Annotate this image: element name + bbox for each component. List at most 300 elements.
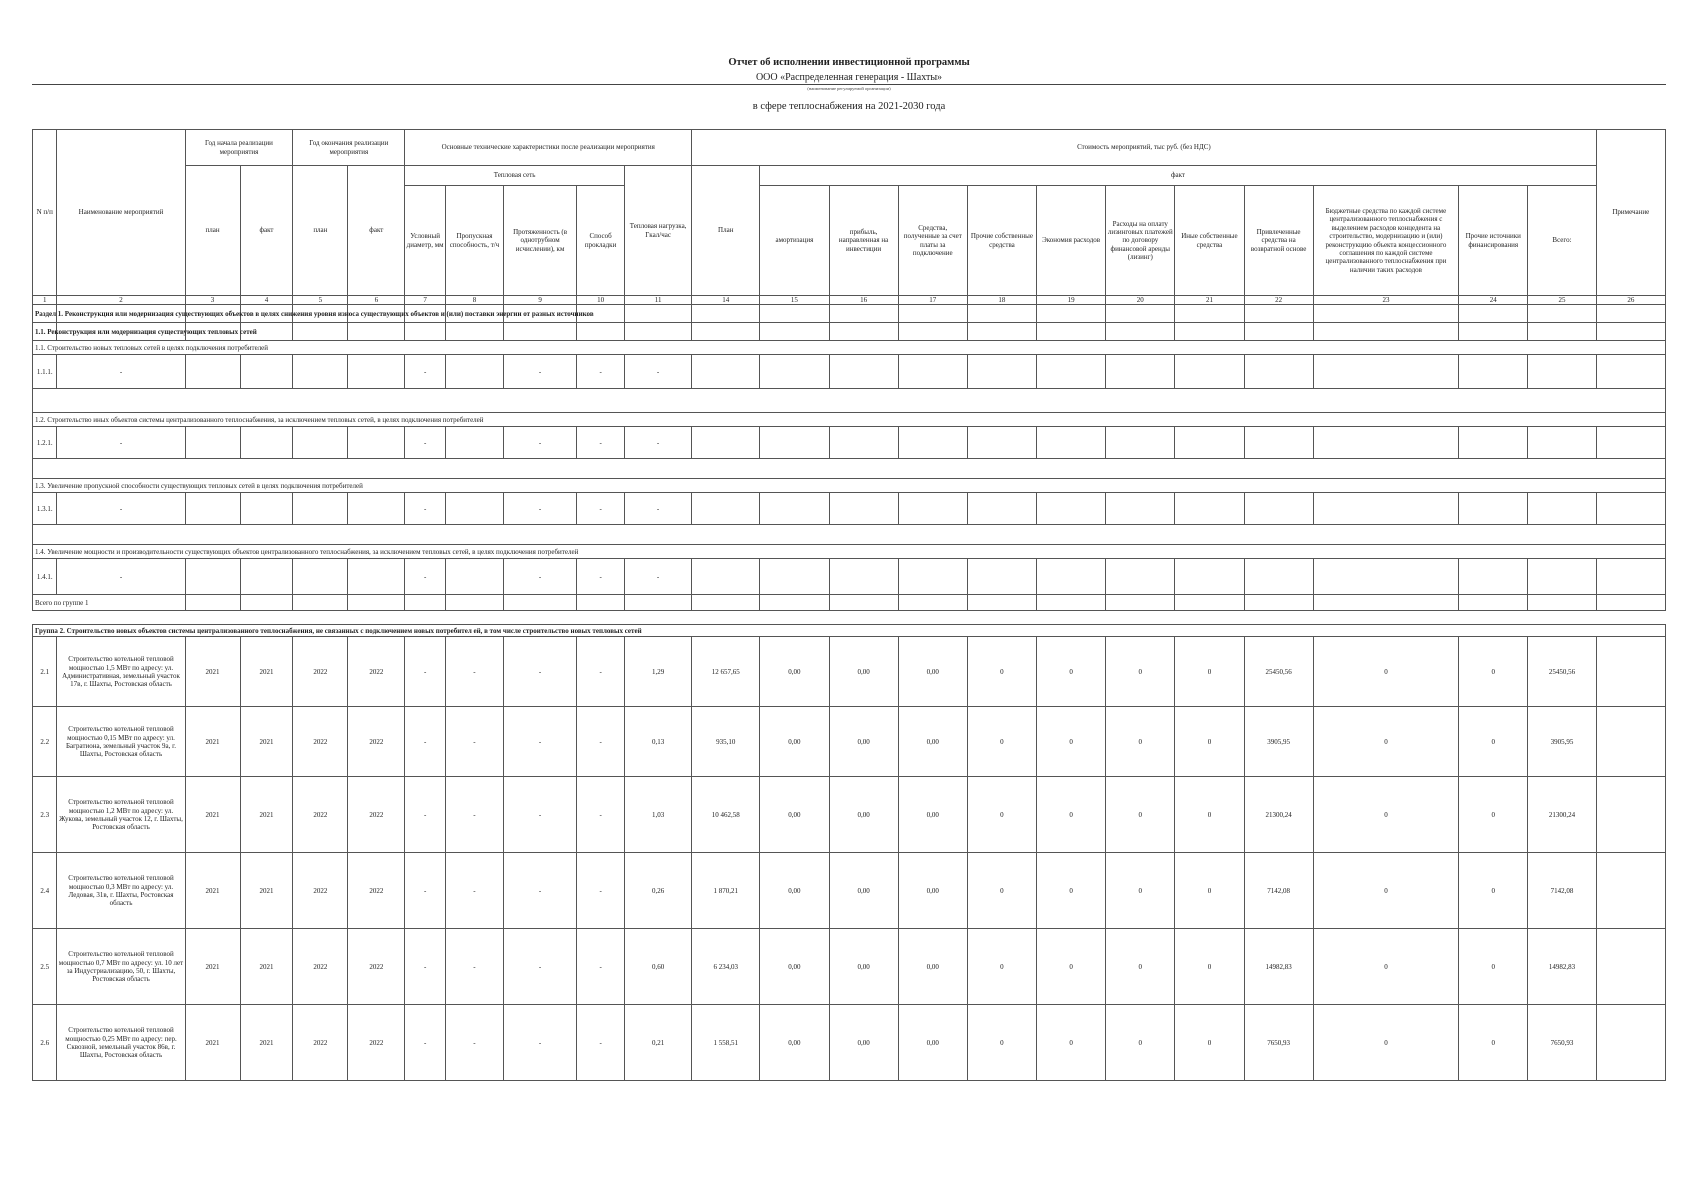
cell-save: 0 (1037, 777, 1106, 853)
dash-cell: - (57, 493, 185, 525)
data-row (33, 707, 1666, 777)
cell-lease: 0 (1106, 707, 1175, 777)
row-number: 1.1.1. (33, 355, 57, 389)
empty-cell (829, 493, 898, 525)
cell-save: 0 (1037, 637, 1106, 707)
cell-profit: 0,00 (829, 777, 898, 853)
empty-cell (829, 559, 898, 595)
cell-lay: - (577, 853, 625, 929)
empty-cell (1037, 305, 1106, 323)
cell-amort: 0,00 (760, 929, 829, 1005)
cell-budget: 0 (1313, 853, 1458, 929)
cell-name: Строительство котельной тепловой мощностью 0,3 МВт по адресу: ул. Ледовая, 31в, г. Шахты, Ростовская область (57, 853, 185, 929)
empty-cell (1596, 323, 1665, 341)
cell-ye-fact: 2022 (348, 1005, 405, 1081)
cell-amort: 0,00 (760, 1005, 829, 1081)
empty-cell (898, 559, 967, 595)
cell-amort: 0,00 (760, 777, 829, 853)
cell-load: 0,13 (625, 707, 692, 777)
empty-cell (1175, 427, 1244, 459)
cell-own-other: 0 (967, 707, 1036, 777)
column-number: 2 (57, 296, 185, 305)
empty-cell (293, 427, 348, 459)
total-group-1-label: Всего по группе 1 (33, 595, 186, 611)
empty-cell (898, 355, 967, 389)
empty-cell (692, 493, 760, 525)
empty-cell (829, 305, 898, 323)
column-numbers-row (33, 296, 1666, 305)
col-header-length: Протяженность (в однотрубном исчислении), км (503, 186, 576, 296)
empty-cell (625, 595, 692, 611)
empty-cell (760, 559, 829, 595)
cell-borrowed: 14982,83 (1244, 929, 1313, 1005)
cell-plan: 1 558,51 (692, 1005, 760, 1081)
cell-lease: 0 (1106, 637, 1175, 707)
col-header-capacity: Пропускная способность, т/ч (445, 186, 503, 296)
empty-cell (445, 355, 503, 389)
dash-cell: - (625, 427, 692, 459)
empty-cell (1175, 559, 1244, 595)
empty-cell (445, 559, 503, 595)
cell-total: 3905,95 (1528, 707, 1596, 777)
cell-load: 0,60 (625, 929, 692, 1005)
subsection-title-row (33, 413, 1666, 427)
column-number: 4 (240, 296, 293, 305)
col-header-num: N п/п (33, 130, 57, 296)
empty-cell (503, 323, 576, 341)
cell-diam: - (405, 777, 446, 853)
empty-cell (692, 559, 760, 595)
organization-name: ООО «Распределенная генерация - Шахты» (755, 72, 943, 83)
cell-load: 0,21 (625, 1005, 692, 1081)
cell-conn: 0,00 (898, 929, 967, 1005)
column-number: 19 (1037, 296, 1106, 305)
empty-cell (348, 595, 405, 611)
empty-cell (240, 355, 293, 389)
cell-ye-fact: 2022 (348, 777, 405, 853)
empty-cell (240, 493, 293, 525)
empty-cell (293, 355, 348, 389)
empty-cell (898, 595, 967, 611)
empty-cell (1313, 559, 1458, 595)
cell-name: Строительство котельной тепловой мощностью 0,15 МВт по адресу: ул. Багратиона, земельный участок 9а, г. Шахты, Ростовская область (57, 707, 185, 777)
data-row (33, 1005, 1666, 1081)
cell-name: Строительство котельной тепловой мощностью 0,25 МВт по адресу: пер. Сквозной, земельный участок 86в, г. Шахты, Ростовская область (57, 1005, 185, 1081)
cell-total: 7650,93 (1528, 1005, 1596, 1081)
subsection-1-1-title-text: 1.1. Реконструкция или модернизация существующих тепловых сетей (33, 323, 57, 341)
cell-amort: 0,00 (760, 637, 829, 707)
cell-profit: 0,00 (829, 929, 898, 1005)
cell-ye-plan: 2022 (293, 853, 348, 929)
empty-cell (1037, 427, 1106, 459)
subsection-data-row (33, 355, 1666, 389)
column-number: 10 (577, 296, 625, 305)
column-number: 15 (760, 296, 829, 305)
column-number: 8 (445, 296, 503, 305)
empty-cell (185, 595, 240, 611)
col-header-connection: Средства, полученные за счет платы за подключение (898, 186, 967, 296)
empty-cell (185, 355, 240, 389)
empty-cell (692, 427, 760, 459)
cell-other: 0 (1459, 929, 1528, 1005)
empty-cell (1528, 305, 1596, 323)
cell-profit: 0,00 (829, 637, 898, 707)
cell-other: 0 (1459, 853, 1528, 929)
empty-cell (692, 305, 760, 323)
col-header-own-other: Прочие собственные средства (967, 186, 1036, 296)
empty-cell (967, 323, 1036, 341)
dash-cell: - (503, 559, 576, 595)
group-2-title-row (33, 625, 1666, 637)
empty-cell (1106, 493, 1175, 525)
header-row-1 (33, 130, 1666, 166)
empty-cell (1596, 427, 1665, 459)
cell-ye-fact: 2022 (348, 853, 405, 929)
cell-note (1596, 637, 1665, 707)
cell-budget: 0 (1313, 1005, 1458, 1081)
empty-cell (348, 355, 405, 389)
empty-cell (1244, 427, 1313, 459)
empty-cell (185, 427, 240, 459)
empty-cell (348, 559, 405, 595)
cell-ye-fact: 2022 (348, 707, 405, 777)
empty-cell (829, 323, 898, 341)
cell-ys-fact: 2021 (240, 929, 293, 1005)
empty-cell (898, 427, 967, 459)
empty-cell (760, 305, 829, 323)
subsection-title-row (33, 479, 1666, 493)
data-row (33, 777, 1666, 853)
empty-cell (1175, 355, 1244, 389)
cell-conn: 0,00 (898, 707, 967, 777)
spacer-cell (33, 525, 1666, 545)
cell-ye-plan: 2022 (293, 1005, 348, 1081)
dash-cell: - (57, 355, 185, 389)
empty-cell (1175, 493, 1244, 525)
cell-borrowed: 21300,24 (1244, 777, 1313, 853)
col-header-other-src: Прочие источники финансирования (1459, 186, 1528, 296)
empty-cell (967, 427, 1036, 459)
cell-ys-fact: 2021 (240, 707, 293, 777)
cell-other: 0 (1459, 637, 1528, 707)
dash-cell: - (625, 559, 692, 595)
cell-total: 21300,24 (1528, 777, 1596, 853)
empty-cell (1528, 595, 1596, 611)
cell-plan: 935,10 (692, 707, 760, 777)
cell-load: 0,26 (625, 853, 692, 929)
column-number: 1 (33, 296, 57, 305)
column-number: 7 (405, 296, 446, 305)
empty-cell (898, 305, 967, 323)
cell-own-new: 0 (1175, 1005, 1244, 1081)
empty-cell (1175, 323, 1244, 341)
cell-total: 14982,83 (1528, 929, 1596, 1005)
cell-len: - (503, 637, 576, 707)
cell-budget: 0 (1313, 637, 1458, 707)
dash-cell: - (577, 355, 625, 389)
cell-cap: - (445, 637, 503, 707)
cell-num: 2.4 (33, 853, 57, 929)
empty-cell (1459, 595, 1528, 611)
empty-cell (1244, 305, 1313, 323)
cell-other: 0 (1459, 707, 1528, 777)
spacer-row (33, 525, 1666, 545)
cell-ys-plan: 2021 (185, 777, 240, 853)
empty-cell (1175, 595, 1244, 611)
dash-cell: - (57, 427, 185, 459)
dash-cell: - (577, 559, 625, 595)
cell-lay: - (577, 929, 625, 1005)
dash-cell: - (503, 427, 576, 459)
col-header-profit: прибыль, направленная на инвестиции (829, 186, 898, 296)
col-header-diameter: Условный диаметр, мм (405, 186, 446, 296)
row-number: 1.4.1. (33, 559, 57, 595)
empty-cell (1313, 305, 1458, 323)
empty-cell (1037, 355, 1106, 389)
col-header-ys-plan: план (185, 166, 240, 296)
col-header-budget: Бюджетные средства по каждой системе централизованного теплоснабжения с выделением расходов концедента на строительство, модернизацию и (или) реконструкцию объекта концессионного соглашения по каждой системе централизованного теплоснабжения при наличии таких расходов (1313, 186, 1458, 296)
cell-own-other: 0 (967, 929, 1036, 1005)
col-header-laying: Способ прокладки (577, 186, 625, 296)
cell-plan: 10 462,58 (692, 777, 760, 853)
cell-lease: 0 (1106, 929, 1175, 1005)
empty-cell (1244, 559, 1313, 595)
dash-cell: - (503, 493, 576, 525)
report-title: Отчет об исполнении инвестиционной программы (728, 57, 970, 68)
spacer-cell (33, 459, 1666, 479)
cell-own-new: 0 (1175, 929, 1244, 1005)
empty-cell (1037, 493, 1106, 525)
cell-note (1596, 777, 1665, 853)
empty-cell (967, 559, 1036, 595)
cell-amort: 0,00 (760, 707, 829, 777)
cell-plan: 6 234,03 (692, 929, 760, 1005)
empty-cell (1528, 323, 1596, 341)
column-number: 26 (1596, 296, 1665, 305)
report-sphere: в сфере теплоснабжения на 2021-2030 года (752, 101, 946, 112)
cell-conn: 0,00 (898, 853, 967, 929)
cell-diam: - (405, 707, 446, 777)
cell-num: 2.2 (33, 707, 57, 777)
subsection-title: 1.1. Строительство новых тепловых сетей в целях подключения потребителей (33, 341, 1666, 355)
empty-cell (348, 493, 405, 525)
title-underline (32, 84, 1666, 85)
col-header-note: Примечание (1596, 130, 1665, 296)
cell-profit: 0,00 (829, 707, 898, 777)
cell-num: 2.1 (33, 637, 57, 707)
column-number: 18 (967, 296, 1036, 305)
empty-cell (1037, 323, 1106, 341)
col-header-ys-fact: факт (240, 166, 293, 296)
col-header-heat-net: Тепловая сеть (405, 166, 625, 186)
cell-own-new: 0 (1175, 853, 1244, 929)
empty-cell (1596, 559, 1665, 595)
cell-lay: - (577, 1005, 625, 1081)
empty-cell (1106, 595, 1175, 611)
cell-ys-plan: 2021 (185, 1005, 240, 1081)
cell-conn: 0,00 (898, 1005, 967, 1081)
cell-plan: 1 870,21 (692, 853, 760, 929)
empty-cell (293, 595, 348, 611)
empty-cell (625, 305, 692, 323)
subsection-1-1-title (33, 323, 1666, 341)
cell-other: 0 (1459, 777, 1528, 853)
cell-budget: 0 (1313, 707, 1458, 777)
empty-cell (1459, 355, 1528, 389)
empty-cell (185, 493, 240, 525)
cell-ys-plan: 2021 (185, 929, 240, 1005)
cell-name: Строительство котельной тепловой мощностью 1,5 МВт по адресу: ул. Административная, земельный участок 17в, г. Шахты, Ростовская область (57, 637, 185, 707)
column-number: 5 (293, 296, 348, 305)
cell-budget: 0 (1313, 929, 1458, 1005)
col-header-ye-plan: план (293, 166, 348, 296)
spacer-row (33, 389, 1666, 413)
cell-cap: - (445, 777, 503, 853)
empty-cell (1313, 595, 1458, 611)
empty-cell (240, 595, 293, 611)
cell-borrowed: 3905,95 (1244, 707, 1313, 777)
empty-cell (760, 427, 829, 459)
cell-borrowed: 7650,93 (1244, 1005, 1313, 1081)
cell-load: 1,29 (625, 637, 692, 707)
cell-save: 0 (1037, 929, 1106, 1005)
column-number: 21 (1175, 296, 1244, 305)
cell-diam: - (405, 929, 446, 1005)
empty-cell (1459, 493, 1528, 525)
empty-cell (1528, 559, 1596, 595)
column-number: 17 (898, 296, 967, 305)
cell-ys-plan: 2021 (185, 707, 240, 777)
empty-cell (1106, 323, 1175, 341)
cell-cap: - (445, 1005, 503, 1081)
row-number: 1.2.1. (33, 427, 57, 459)
column-number: 9 (503, 296, 576, 305)
empty-cell (445, 595, 503, 611)
empty-cell (1459, 305, 1528, 323)
empty-cell (1175, 305, 1244, 323)
cell-total: 25450,56 (1528, 637, 1596, 707)
cell-diam: - (405, 637, 446, 707)
subsection-title-row (33, 341, 1666, 355)
empty-cell (967, 305, 1036, 323)
empty-cell (293, 323, 348, 341)
col-header-savings: Экономия расходов (1037, 186, 1106, 296)
col-header-lease: Расходы на оплату лизинговых платежей по договору финансовой аренды (лизинг) (1106, 186, 1175, 296)
spacer-cell (33, 611, 1666, 625)
dash-cell: - (625, 493, 692, 525)
empty-cell (1106, 427, 1175, 459)
empty-cell (692, 595, 760, 611)
empty-cell (967, 355, 1036, 389)
column-number: 20 (1106, 296, 1175, 305)
cell-total: 7142,08 (1528, 853, 1596, 929)
empty-cell (760, 355, 829, 389)
data-row (33, 929, 1666, 1005)
cell-ye-fact: 2022 (348, 929, 405, 1005)
dash-cell: - (577, 493, 625, 525)
cell-budget: 0 (1313, 777, 1458, 853)
empty-cell (293, 559, 348, 595)
subsection-title: 1.3. Увеличение пропускной способности существующих тепловых сетей в целях подключения потребителей (33, 479, 1666, 493)
subsection-title: 1.4. Увеличение мощности и производительности существующих объектов централизованного теплоснабжения, за исключением тепловых сетей, в целях подключения потребителей (33, 545, 1666, 559)
empty-cell (348, 427, 405, 459)
header-row-2 (33, 166, 1666, 186)
empty-cell (829, 595, 898, 611)
cell-ys-fact: 2021 (240, 777, 293, 853)
cell-len: - (503, 1005, 576, 1081)
column-number: 25 (1528, 296, 1596, 305)
cell-lay: - (577, 707, 625, 777)
cell-num: 2.5 (33, 929, 57, 1005)
cell-amort: 0,00 (760, 853, 829, 929)
empty-cell (1244, 355, 1313, 389)
empty-cell (1313, 493, 1458, 525)
column-number: 6 (348, 296, 405, 305)
cell-cap: - (445, 707, 503, 777)
empty-cell (503, 595, 576, 611)
cell-profit: 0,00 (829, 1005, 898, 1081)
col-header-cost-plan: План (692, 166, 760, 296)
column-number: 16 (829, 296, 898, 305)
col-header-total: Всего: (1528, 186, 1596, 296)
empty-cell (967, 595, 1036, 611)
col-header-year-start: Год начала реализации мероприятия (185, 130, 293, 166)
cell-diam: - (405, 1005, 446, 1081)
cell-borrowed: 7142,08 (1244, 853, 1313, 929)
col-header-own-new: Иные собственные средства (1175, 186, 1244, 296)
empty-cell (898, 493, 967, 525)
dash-cell: - (577, 427, 625, 459)
empty-cell (1037, 595, 1106, 611)
spacer-row (33, 459, 1666, 479)
cell-save: 0 (1037, 1005, 1106, 1081)
empty-cell (445, 493, 503, 525)
empty-cell (293, 493, 348, 525)
col-header-cost: Стоимость мероприятий, тыс руб. (без НДС) (692, 130, 1596, 166)
subsection-data-row (33, 559, 1666, 595)
empty-cell (1596, 305, 1665, 323)
cell-ys-fact: 2021 (240, 853, 293, 929)
empty-cell (1459, 323, 1528, 341)
cell-cap: - (445, 853, 503, 929)
cell-own-new: 0 (1175, 637, 1244, 707)
cell-own-new: 0 (1175, 777, 1244, 853)
cell-lay: - (577, 637, 625, 707)
cell-ye-plan: 2022 (293, 777, 348, 853)
empty-cell (1313, 355, 1458, 389)
dash-cell: - (503, 355, 576, 389)
cell-len: - (503, 777, 576, 853)
cell-name: Строительство котельной тепловой мощностью 0,7 МВт по адресу: ул. 10 лет за Индустриализацию, 50, г. Шахты, Ростовская область (57, 929, 185, 1005)
cell-save: 0 (1037, 707, 1106, 777)
cell-lease: 0 (1106, 853, 1175, 929)
cell-ye-plan: 2022 (293, 707, 348, 777)
empty-cell (1459, 559, 1528, 595)
empty-cell (760, 323, 829, 341)
cell-note (1596, 1005, 1665, 1081)
cell-own-other: 0 (967, 853, 1036, 929)
empty-cell (760, 493, 829, 525)
cell-ye-plan: 2022 (293, 637, 348, 707)
cell-name: Строительство котельной тепловой мощностью 1,2 МВт по адресу: ул. Жукова, земельный участок 12, г. Шахты, Ростовская область (57, 777, 185, 853)
investment-program-table (32, 129, 1666, 1081)
empty-cell (405, 323, 446, 341)
cell-own-new: 0 (1175, 707, 1244, 777)
column-number: 3 (185, 296, 240, 305)
empty-cell (1459, 427, 1528, 459)
cell-plan: 12 657,65 (692, 637, 760, 707)
empty-cell (1596, 595, 1665, 611)
